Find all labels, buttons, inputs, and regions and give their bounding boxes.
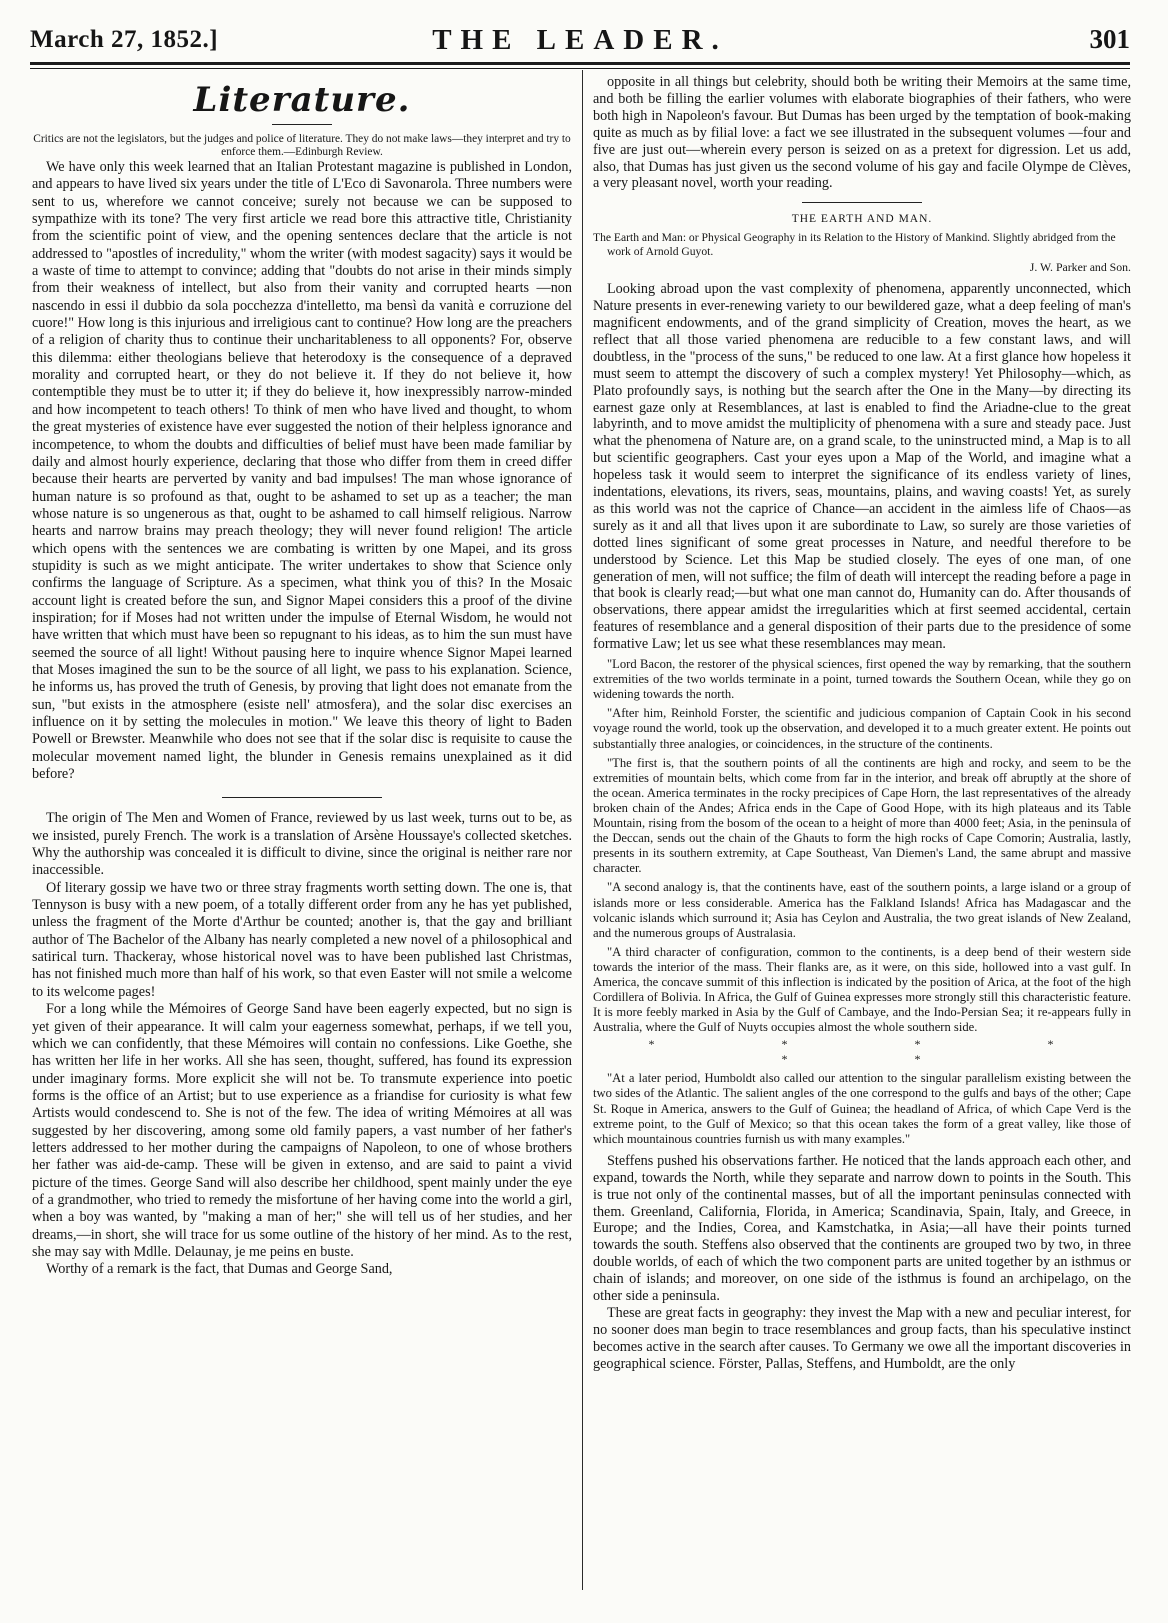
ellipsis-stars: * * * * * * (648, 1037, 1116, 1067)
publisher: J. W. Parker and Son. (1029, 260, 1131, 275)
quoted-paragraph: "A third character of configuration, common to the continents, is a deep bend of their western side towards the interior of the mass. Their flanks are, as it were, on this side, hollowed into a vast gulf. In America, the concave summit of this inflection is indicated by the position of Arica, at the foot of the high Cordillera of Bolivia. In Africa, the Gulf of Guinea expresses more strongly still this characteristic feature. It is more feebly marked in Asia by the Gulf of Cambaye, and the Indo-Persian Sea; it re-appears fully in Australia, where the Gulf of Nuyts occupies almost the whole southern side. (593, 944, 1131, 1035)
article-paragraph: For a long while the Mémoires of George Sand have been eagerly expected, but no sign is yet given of their appearance. It will calm your eagerness somewhat, perhaps, if we tell you, which we can confidently, that these Mémoires will contain no confessions. Like Goethe, she has written her life in her works. All she has seen, thought, suffered, has found its expression under imaginary forms. More explicit she will not be. To transmute experience into poetic forms is the office of an Artist; but to use experience as a friandise for curiosity is what few Artists would condescend to. She is not of the few. The idea of writing Mémoires at all was suggested by her discovering, among some old family papers, a vast number of her father's letters addressed to her mother during the campaigns of Napoleon, to one of whose brothers her father was aid-de-camp. These will be given in extenso, and are said to paint a vivid picture of the times. George Sand will also describe her childhood, spent mainly under the eye of a grandmother, who tried to remedy the misfortune of her having come into the world a girl, when a boy was wanted, by "making a man of her;" she will tell us of her studies, and her dreams,—in short, she will trace for us some outline of the history of her mind. As to the rest, she may say with Mdlle. Delaunay, je me peins en buste. (32, 1001, 572, 1260)
quoted-paragraph: "The first is, that the southern points of all the continents are high and rocky, and seem to be the extremities of mountain belts, which come from far in the interior, and break off abruptly at the shore of the ocean. America terminates in the rocky precipices of Cape Horn, the last representatives of the already broken chain of the Andes; Africa ends in the Cape of Good Hope, with its high plateaus and its Table Mountain, rising from the bosom of the ocean to a height of more than 4000 feet; Asia, in the peninsula of the Deccan, sends out the chain of the Ghauts to form the high rocks of Cape Comorin; Australia, lastly, presents in its southern extremity, at Cape Southeast, Van Diemen's Land, the same abrupt and massive character. (593, 755, 1131, 876)
motto: Critics are not the legislators, but the judges and police of literature. They do not make laws—they interpret and try to enforce them.—Edinburgh Review. (33, 133, 571, 158)
quoted-paragraph: "After him, Reinhold Forster, the scientific and judicious companion of Captain Cook in his second voyage round the world, took up the observation, and developed it to a much greater extent. He points out substantially three analogies, or coincidences, in the structure of the continents. (593, 706, 1131, 751)
left-column (32, 74, 572, 1602)
bibliography-entry: The Earth and Man: or Physical Geography in its Relation to the History of Mankind. Slightly abridged from the work of Arnold Guyot. (593, 231, 1116, 258)
article-paragraph: opposite in all things but celebrity, should both be writing their Memoirs at the same time, and both be filling the earlier volumes with elaborate biographies of their fathers, who were both high in Napoleon's favour. But Dumas has been urged by the temptation of book-making quite as much as by filial love: a fact we see illustrated in the subsequent volumes —four and five are just out—wherein every person is seized on as a pretext for digression. Let us add, also, that Dumas has just given us the second volume of his gay and facile Olympe de Clèves, a very pleasant novel, worth your reading. (593, 74, 1131, 192)
section-title: Literature. (193, 80, 411, 120)
review-paragraph: Looking abroad upon the vast complexity of phenomena, apparently unconnected, which Nature presents in ever-renewing variety to our bewildered gaze, what a deep feeling of man's magnificent endowments, and of the grand simplicity of Creation, moves the heart, as we reflect that all those varied phenomena are reducible to a few constant laws, and will doubtless, in the "process of the suns," be reduced to one law. At a first glance how hopeless it must seem to attempt the discovery of such a complex mystery! Yet Philosophy—which, as Plato profoundly says, is nothing but the search after the One in the Many—by directing its earnest gaze only at Resemblances, at last is enabled to find the Ariadne-clue to the great labyrinth, and to move amidst the multiplicity of phenomena with a sure and steady pace. Just what the phenomena of Nature are, on a grand scale, to the uninstructed mind, a Map is to all but scientific geographers. Cast your eyes upon a Map of the World, and imagine what a hopeless task it would seem to interpret the significance of its endless variety of lines, indentations, elevations, its rivers, seas, mountains, plains, and waving coasts! Yet, as surely as this world was not the caprice of Chance—an accident in the aimless life of Chaos—as surely as it and all that lives upon it are subordinate to Law, so surely are those varieties of dotted lines significant of some great processes in Nature, and needful therefore to be understood by Science. Let this Map be studied closely. The eyes of one man, of one generation of men, will not suffice; the film of death will intercept the reading before a page in that book is clearly read;—but what one man cannot do, Humanity can do. After thousands of observations, there appear amidst the irregularities which at first seemed accidental, certain features of resemblance and a general disposition of their parts due to the presidence of some formative Law; let us see what these resemblances may mean. (593, 281, 1131, 653)
masthead (30, 18, 1130, 60)
review-paragraph: Steffens pushed his observations farther. He noticed that the lands approach each other, and expand, towards the North, while they separate and narrow down to points in the South. This is true not only of the continental masses, but of all the important peninsulas connected with them. Greenland, California, Florida, in America; Scandinavia, Spain, Italy, and Greece, in Europe; and the Indies, Corea, and Kamstchatka, in Asia;—all have their points turned towards the south. Steffens also observed that the continents are grouped two by two, in three double worlds, of each of which the two component parts are united together by an isthmus or chain of islands; and moreover, on one side of the isthmus is found an archipelago, on the other side a peninsula. (593, 1152, 1131, 1305)
review-heading: THE EARTH AND MAN. (791, 213, 933, 226)
issue-date: March 27, 1852.] (30, 26, 219, 53)
title-rule (272, 124, 332, 125)
article-separator (222, 797, 382, 798)
right-column (593, 74, 1131, 1602)
column-divider (582, 70, 583, 1590)
masthead-rule-thick (30, 62, 1130, 65)
quoted-paragraph: "At a later period, Humboldt also called our attention to the singular parallelism existing between the two sides of the Atlantic. The salient angles of the one correspond to the gulfs and bays of the other; Cape St. Roque in America, answers to the Gulf of Guinea; the headland of Africa, of which Cape Verd is the extreme point, to the Gulf of Mexico; so that this ocean takes the form of a great valley, like those of which mountainous countries furnish us with many examples." (593, 1071, 1131, 1146)
quoted-paragraph: "A second analogy is, that the continents have, east of the southern points, a large island or a group of islands more or less considerable. America has the Falkland Islands! Africa has Madagascar and the volcanic islands which surround it; Asia has Ceylon and Australia, the two great islands of New Zealand, and the numerous groups of Australasia. (593, 880, 1131, 940)
article-paragraph: Worthy of a remark is the fact, that Dumas and George Sand, (46, 1261, 393, 1278)
newspaper-title: THE LEADER. (432, 24, 728, 56)
article-separator (802, 202, 922, 203)
article-paragraph: The origin of The Men and Women of France, reviewed by us last week, turns out to be, as we insisted, purely French. The work is a translation of Arsène Houssaye's collected sketches. Why the authorship was concealed it is difficult to divine, since the original is neither rare nor inaccessible. (32, 810, 572, 879)
page-number: 301 (1089, 24, 1130, 54)
article-paragraph: We have only this week learned that an Italian Protestant magazine is published in London, and appears to have lived six years under the title of L'Eco di Savonarola. Three numbers were sent to us, wherefore we cannot conceive; surely not because we can be supposed to sympathize with its tone? The very first article we read bore this attractive title, Christianity from the scientific point of view, and the opening sentences declare that the article is not addressed to "apostles of incredulity," whom the writer (with modest sagacity) says it would be a waste of time to attempt to convince; adding that "doubts do not arise in their minds simply from their weakness of intellect, but also from their vanity and corrupted hearts —non nascendo in essi il dubbio da sola pocchezza d'intelletto, ma bensì da vanità e corruzione del cuore!" How long is this injurious and irreligious cant to continue? How long are the preachers of a religion of charity thus to continue their uncharitableness to all opponents? For, observe this dilemma: either theologians believe that heterodoxy is the consequence of a depraved morality and corrupted heart, or they do not believe it. If they do not believe it, how contemptible they must be to utter it; if they do believe it, how inexpressibly narrow-minded and how incompetent to teach others! To think of men who have lived and thought, to whom the great mysteries of existence have ever suggested the notion of their helpless ignorance and incompetence, to whom the doubts and difficulties of belief must have been made familiar by daily and almost hourly experience, declaring that those who differ from them in creed differ because their hearts are perverted by vanity and bad impulses! The man whose ignorance of human nature is so profound as that, ought to be ashamed to set up as a teacher; the man whose nature is so ungenerous as that, ought to be ashamed to call himself religious. Narrow hearts and narrow brains may preach theology; they will never found religion! The article which opens with the sentences we are combating is written by one Mapei, and its gross stupidity is such as we might anticipate. The writer undertakes to show that Science only confirms the language of Scripture. As a specimen, what think you of this? In the Mosaic account light is created before the sun, and Signor Mapei considers this a proof of the divine inspiration; for if Moses had not written under the impulse of Eternal Wisdom, he would not have written that which must have been so repugnant to his ideas, as to him the sun must have seemed the source of all light! Without pausing here to inquire whence Signor Mapei learned that Moses imagined the sun to be the source of all light, we pass to his explanation. Science, he informs us, has proved the truth of Genesis, by proving that light does not emanate from the sun, "but exists in the atmosphere (esiste nell' atmosfera), and the solar disc exercises an influence on it by setting the molecules in motion." We leave this theory of light to Baden Powell or Brewster. Meanwhile who does not see that if the solar disc is requisite to cause the molecular movement named light, the blunder in Genesis remains unexplained as it did before? (32, 159, 572, 783)
quoted-paragraph: "Lord Bacon, the restorer of the physical sciences, first opened the way by remarking, that the southern extremities of the two worlds terminate in a point, turned towards the Southern Ocean, while they go on widening towards the north. (593, 657, 1131, 702)
masthead-rule-thin (30, 68, 1130, 69)
article-paragraph: Of literary gossip we have two or three stray fragments worth setting down. The one is, that Tennyson is busy with a new poem, of a totally different order from any he has yet published, unless the fragment of the Morte d'Arthur be counted; another is, that the gay and brilliant author of The Bachelor of the Albany has nearly completed a new novel of a philosophical and satirical turn. Thackeray, whose historical novel was to have been published last Christmas, has not finished much more than half of his work, so that even Easter will not smile a welcome to its welcome pages! (32, 879, 572, 1000)
review-paragraph: These are great facts in geography: they invest the Map with a new and peculiar interest, for no sooner does man begin to trace resemblances and group facts, than his speculative instinct becomes active in the search after causes. To Germany we owe all the important discoveries in geographical science. Förster, Pallas, Steffens, and Humboldt, are the only (593, 1304, 1131, 1372)
